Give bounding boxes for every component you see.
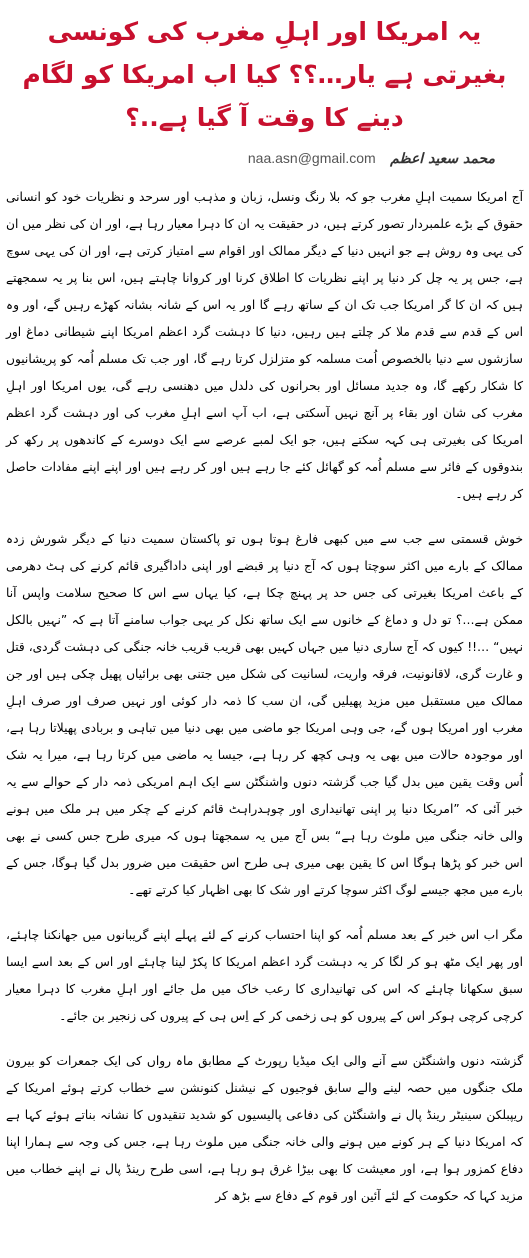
article-paragraph: آج امریکا سمیت اہلِ مغرب جو کہ بلا رنگ ونسل، زبان و مذہب اور سرحد و نظریات خود کو انسانی حقوق کے بڑے علمبردار تصور کرتے ہیں، در حقیقت یہ ان کا دہرا معیار رہا ہے، اور ان کی نظر میں ان کی یہی وہ روش ہے جو انہیں دنیا کے دیگر ممالک اور اقوام سے امتیاز کرتی ہے، اور ان کی یہی سوچ ہے، جس پر یہ چل کر دنیا پر اپنے نظریات کا اطلاق کرنا اور کروانا چاہتے ہیں، اس بنا پر یہ سمجھتے ہیں کہ ان کا گر امریکا جب تک ان کے ساتھ رہے گا اور یہ اس کے شانہ بشانہ کھڑے رہیں گے، اور وہ اس کے قدم سے قدم ملا کر چلتے ہیں رہیں، دنیا کا دہشت گرد اعظم امریکا اپنے شیطانی دماغ اور سازشوں سے دنیا بالخصوص اُمت مسلمہ کو متزلزل کرتا رہے گا، اور جب تک مسلم اُمہ کو پریشانیوں کا شکار رکھے گا، وہ جدید مسائل اور بحرانوں کی دلدل میں دھنسی رہے گی، یوں امریکا اور اہلِ مغرب کی شان اور بقاء پر آنچ نہیں آسکتی ہے، اب آپ اسے اہلِ مغرب کی اور دہشت گرد اعظم امریکا کی بغیرتی ہی کہہ سکتے ہیں، جو ایک لمبے عرصے سے ایک دوسرے کے کاندھوں پر رکھ کر بندوقوں کے فائر سے مسلم اُمہ کو گھائل کئے جا رہے ہیں اور کر رہے ہیں اور اپنے اپنے مفادات حاصل کر رہے ہیں۔ <box>6 190 523 501</box>
author-name: محمد سعید اعظم <box>390 151 495 167</box>
article-paragraph: گزشتہ دنوں واشنگٹن سے آنے والی ایک میڈیا رپورٹ کے مطابق ماہ رواں کی ایک جمعرات کو بیرون ملک جنگوں میں حصہ لینے والے سابق فوجیوں کے نیشنل کنونشن سے خطاب کرتے ہوئے امریکا کے ریپبلکن سینیٹر رینڈ پال نے واشنگٹن کی دفاعی پالیسیوں کو شدید تنقیدوں کا نشانہ بناتے ہوئے کہا ہے کہ امریکا دنیا کے ہر کونے میں ہونے والی خانہ جنگی میں ملوث رہا ہے، جس کی وجہ سے ہمارا اپنا دفاع کمزور ہوا ہے، اور معیشت کا بھی بیڑا غرق ہو رہا ہے، اسی طرح رینڈ پال نے اپنے خطاب میں مزید کہا کہ حکومت کے لئے آئین اور قوم کے دفاع سے بڑھ کر <box>6 1054 523 1203</box>
headline: یہ امریکا اور اہلِ مغرب کی کونسی بغیرتی ہے یار…؟؟ کیا اب امریکا کو لگام دینے کا وقت آ گیا ہے..؟ <box>22 17 507 132</box>
article-body <box>0 184 529 1210</box>
author-email[interactable]: naa.asn@gmail.com <box>247 150 376 166</box>
byline <box>0 147 495 170</box>
article-paragraph: مگر اب اس خبر کے بعد مسلم اُمہ کو اپنا احتساب کرنے کے لئے پہلے اپنے گریبانوں میں جھانکنا چاہئے، اور پھر ایک مٹھ ہو کر لگا کر یہ دہشت گرد اعظم امریکا کا پکڑ لینا چاہئے اور اس کے بعد اسے ایسا سبق سکھانا چاہئے کہ اس کی تھانیداری کا رعب خاک میں مل جائے اور اہلِ مغرب کا دہرا معیار کرچی کرچی ہوکر اس کے پیروں کو ہی زخمی کر کے اِس ہی کے پیروں کی زنجیر بن جائے۔ <box>6 928 523 1023</box>
article-paragraph: خوش قسمتی سے جب سے میں کبھی فارغ ہوتا ہوں تو پاکستان سمیت دنیا کے دیگر شورش زدہ ممالک کے بارے میں اکثر سوچتا ہوں کہ آج دنیا پر قبضے اور اپنی داداگیری قائم کرنے کی ہٹ دھرمی کے باعث امریکا بغیرتی کی جس حد پر پہنچ چکا ہے، کیا یہاں سے اس کا صحیح سلامت واپس آنا ممکن ہے…؟ تو دل و دماغ کے خانوں سے ایک ساتھ نکل کر یہی جواب سامنے آتا ہے کہ ”نہیں بالکل نہیں“ …!! کیوں کہ آج ساری دنیا میں جہاں کہیں بھی قریب قریب خانہ جنگی کی دہشت گردی، قتل و غارت گری، لاقانونیت، فرقہ واریت، لسانیت کی شکل میں جتنی بھی برائیاں پھیل چکی ہیں اور جن ممالک میں مستقبل میں مزید پھیلیں گی، ان سب کا ذمہ دار کوئی اور نہیں صرف اور صرف اہلِ مغرب اور امریکا ہوں گے، جی وہی امریکا جو ماضی میں بھی دنیا میں تباہی و بربادی پھیلاتا رہا ہے، اور موجودہ حالات میں بھی یہ وہی کچھ کر رہا ہے، جیسا یہ ماضی میں کرتا رہا ہے، میرا یہ شک اُس وقت یقین میں بدل گیا جب گزشتہ دنوں واشنگٹن سے ایک اہم امریکی ذمہ دار کے حوالے سے یہ خبر آئی کہ ”امریکا دنیا پر اپنی تھانیداری اور چوہدراہٹ قائم کرنے کے چکر میں ہر ملک میں ہونے والی خانہ جنگی میں ملوث رہا ہے“ بس آج میں یہ سمجھتا ہوں کہ میری طرح جس کسی نے بھی اس خبر کو پڑھا ہوگا اس کا یقین بھی میری ہی طرح اس حقیقت میں ضرور بدل گیا ہوگا، جس کے بارے میں مجھ جیسے لوگ اکثر سوچا کرتے اور شک کا بھی اظہار کیا کرتے تھے۔ <box>6 532 523 897</box>
